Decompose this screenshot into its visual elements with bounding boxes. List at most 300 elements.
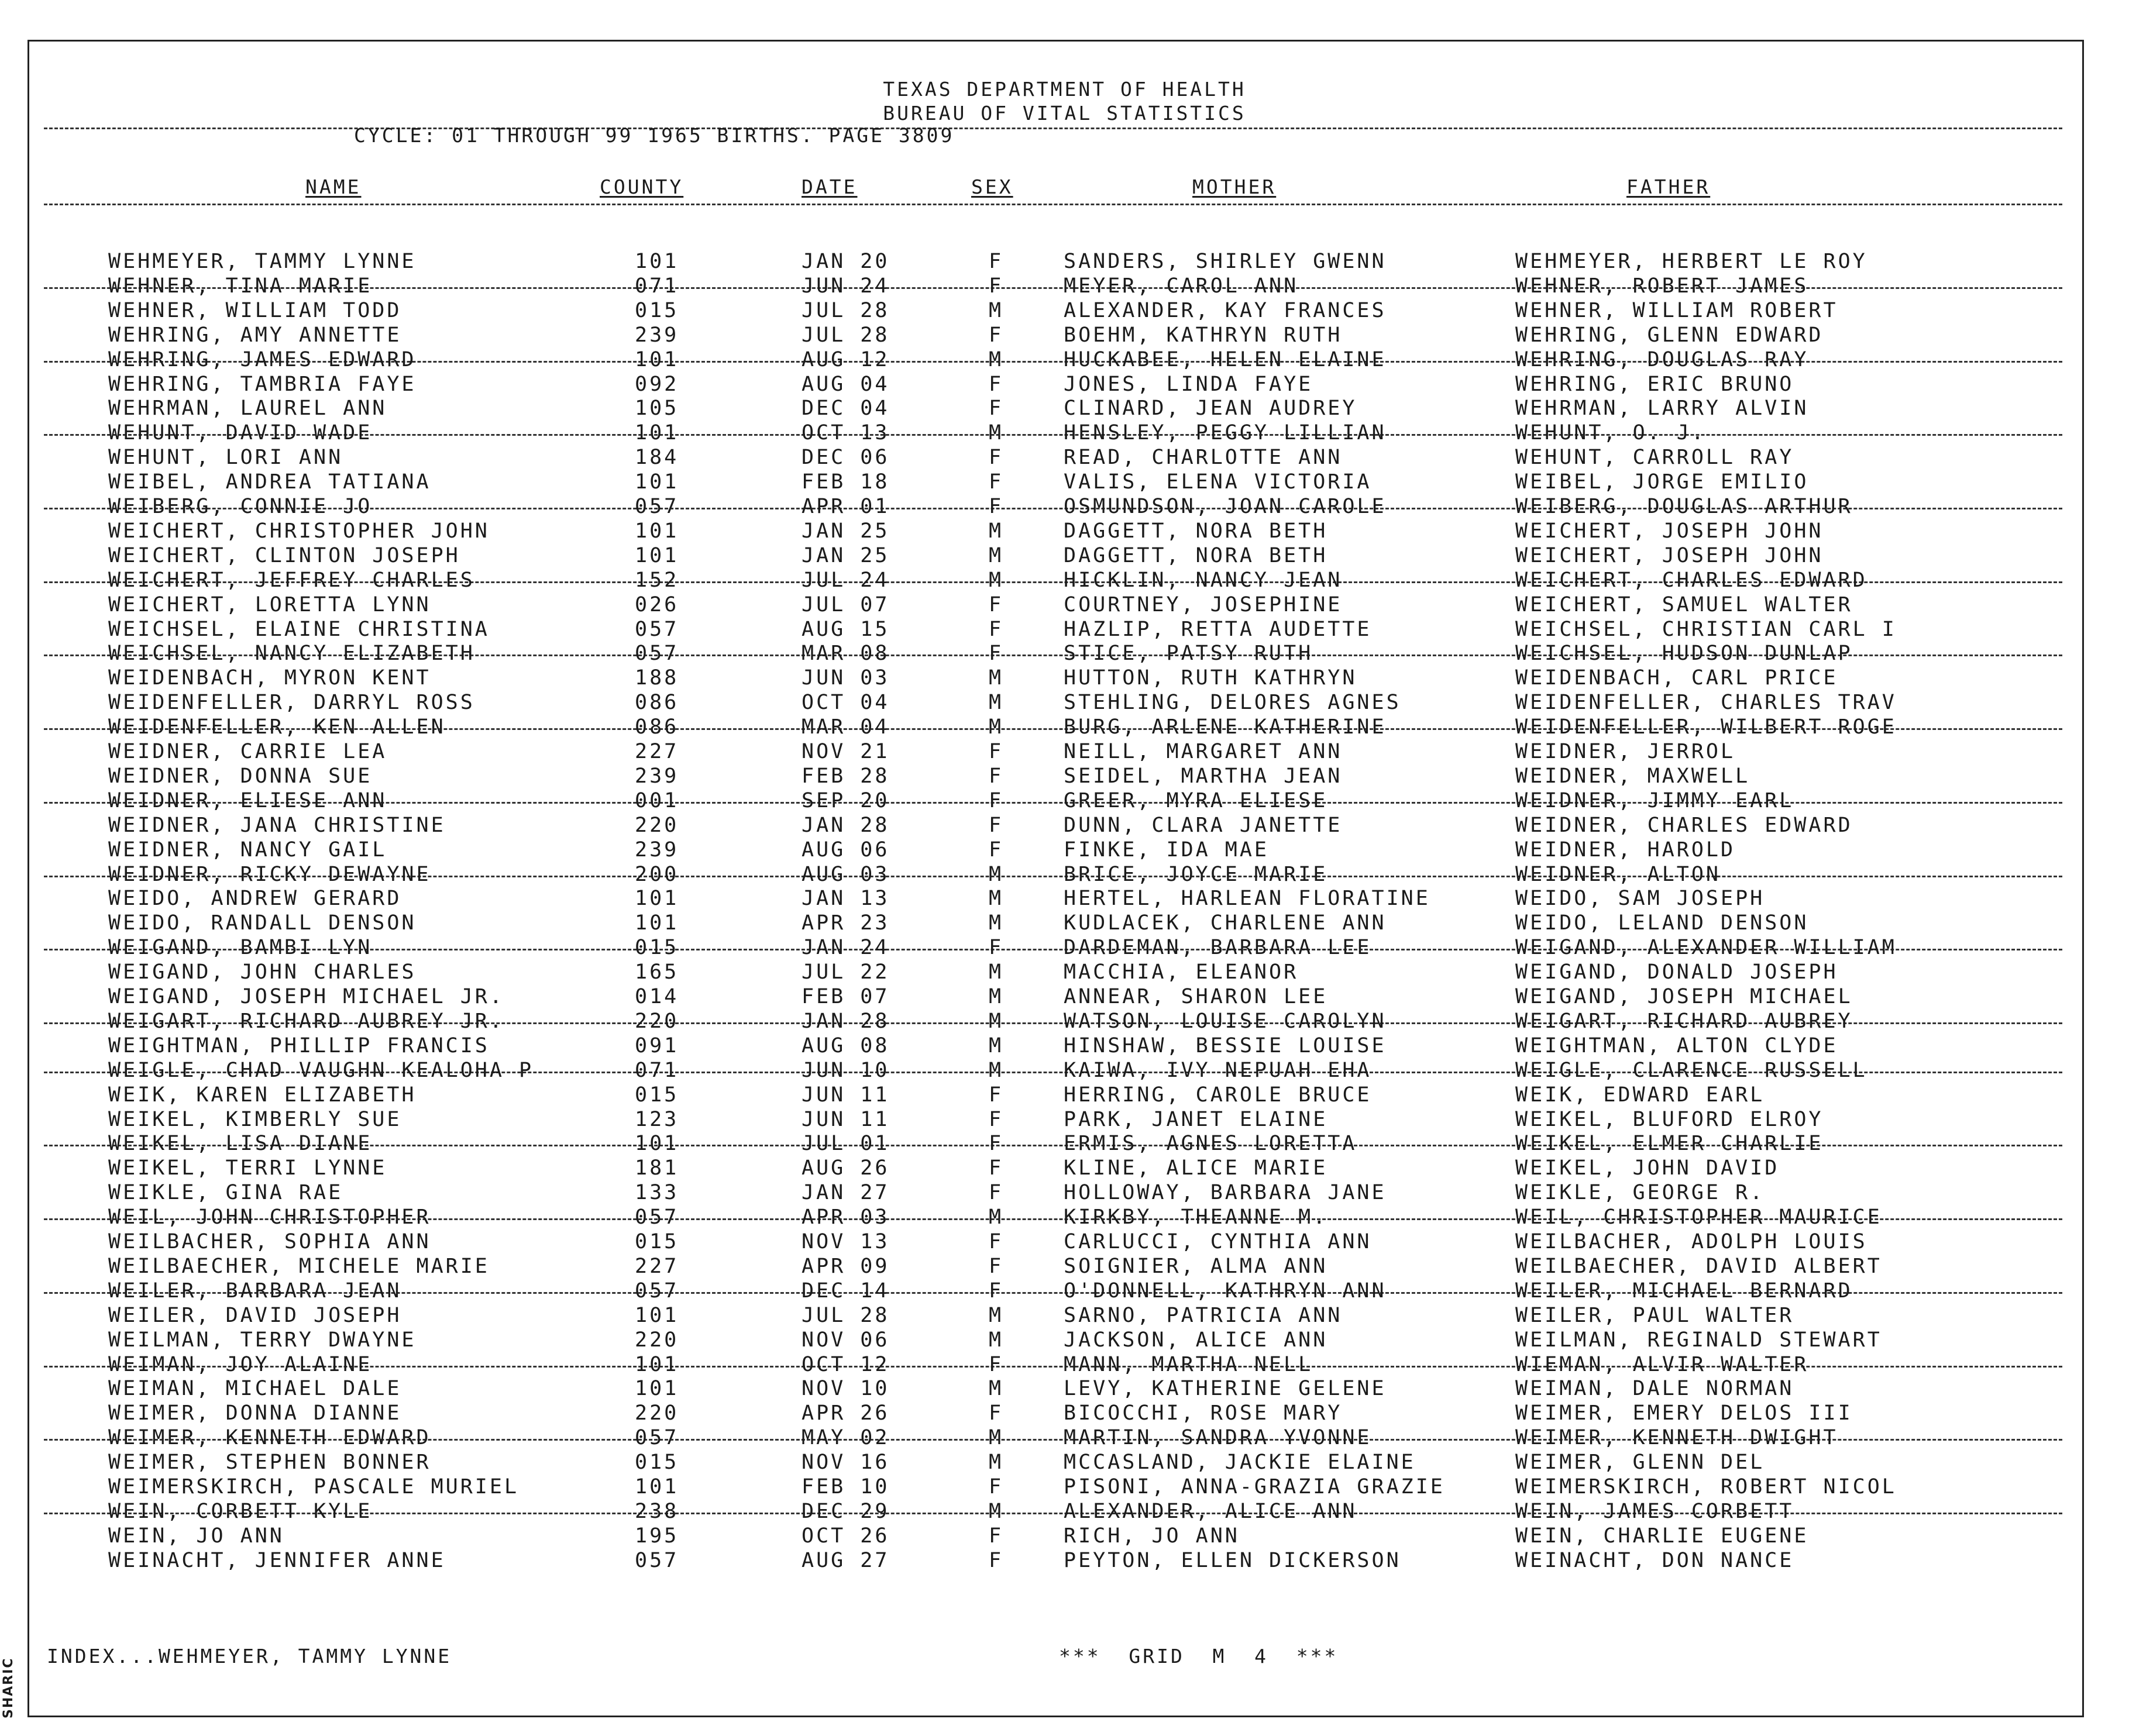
cell-mother: RICH, JO ANN — [1064, 1524, 1240, 1548]
cell-sex: M — [989, 985, 1004, 1008]
cell-date: SEP 20 — [802, 788, 890, 812]
cell-sex: F — [989, 1156, 1004, 1180]
table-row — [0, 666, 2129, 691]
cell-father: WEIDENFELLER, WILBERT ROGE — [1515, 715, 1897, 739]
index-label: INDEX...WEHMEYER, TAMMY LYNNE — [47, 1645, 452, 1668]
cell-mother: HOLLOWAY, BARBARA JANE — [1064, 1181, 1387, 1205]
table-row — [0, 1059, 2129, 1083]
cell-father: WEHUNT, CARROLL RAY — [1515, 446, 1794, 470]
cell-sex: F — [989, 813, 1004, 837]
cell-name: WEIMER, KENNETH EDWARD — [108, 1426, 431, 1450]
cell-county: 188 — [635, 666, 679, 690]
cell-date: JUN 10 — [802, 1058, 890, 1082]
table-row — [0, 1230, 2129, 1255]
cell-county: 123 — [635, 1107, 679, 1131]
cell-county: 220 — [635, 1328, 679, 1352]
cell-father: WIEMAN, ALVIR WALTER — [1515, 1352, 1809, 1376]
column-header-date: DATE — [802, 175, 858, 198]
cell-county: 091 — [635, 1034, 679, 1058]
cell-sex: F — [989, 446, 1004, 470]
table-row — [0, 911, 2129, 936]
table-row — [0, 323, 2129, 348]
cell-father: WEIBEL, JORGE EMILIO — [1515, 470, 1809, 494]
cell-mother: O'DONNELL, KATHRYN ANN — [1064, 1279, 1387, 1303]
cell-date: OCT 12 — [802, 1352, 890, 1376]
table-row — [0, 519, 2129, 544]
cell-name: WEIDO, RANDALL DENSON — [108, 911, 417, 935]
cell-mother: MACCHIA, ELEANOR — [1064, 960, 1299, 984]
cell-name: WEIMAN, JOY ALAINE — [108, 1352, 373, 1376]
cell-mother: ALEXANDER, KAY FRANCES — [1064, 298, 1387, 322]
cell-sex: F — [989, 1475, 1004, 1499]
cell-name: WEIGAND, JOSEPH MICHAEL JR. — [108, 985, 504, 1008]
cell-date: NOV 10 — [802, 1377, 890, 1401]
cell-name: WEICHERT, CHRISTOPHER JOHN — [108, 519, 490, 543]
cell-father: WEIN, CHARLIE EUGENE — [1515, 1524, 1809, 1548]
cell-county: 220 — [635, 1009, 679, 1033]
cell-sex: F — [989, 250, 1004, 273]
table-row — [0, 618, 2129, 642]
cell-father: WEIDNER, JIMMY EARL — [1515, 788, 1794, 812]
cell-sex: F — [989, 470, 1004, 494]
cell-county: 101 — [635, 911, 679, 935]
table-row — [0, 274, 2129, 299]
cell-name: WEIDNER, NANCY GAIL — [108, 838, 387, 862]
cell-name: WEICHERT, JEFFREY CHARLES — [108, 568, 475, 592]
table-row — [0, 1083, 2129, 1108]
cell-name: WEICHSEL, NANCY ELIZABETH — [108, 642, 475, 666]
table-row — [0, 642, 2129, 666]
cell-father: WEIDNER, JERROL — [1515, 740, 1736, 763]
cell-mother: JONES, LINDA FAYE — [1064, 372, 1313, 396]
cell-mother: PEYTON, ELLEN DICKERSON — [1064, 1548, 1401, 1572]
cell-name: WEICHERT, CLINTON JOSEPH — [108, 543, 460, 567]
cell-father: WEIDNER, MAXWELL — [1515, 764, 1750, 788]
cell-county: 239 — [635, 764, 679, 788]
cell-county: 200 — [635, 862, 679, 886]
table-row — [0, 1475, 2129, 1500]
cell-mother: CARLUCCI, CYNTHIA ANN — [1064, 1230, 1372, 1253]
cell-sex: F — [989, 788, 1004, 812]
cell-mother: DAGGETT, NORA BETH — [1064, 519, 1328, 543]
cell-date: AUG 27 — [802, 1548, 890, 1572]
cell-mother: HENSLEY, PEGGY LILLIAN — [1064, 421, 1387, 445]
cell-date: JAN 24 — [802, 936, 890, 960]
cell-sex: M — [989, 347, 1004, 371]
cell-date: AUG 26 — [802, 1156, 890, 1180]
department-title: TEXAS DEPARTMENT OF HEALTH — [883, 78, 1246, 101]
cell-county: 165 — [635, 960, 679, 984]
table-row — [0, 1353, 2129, 1377]
cell-father: WEIMAN, DALE NORMAN — [1515, 1377, 1794, 1401]
cell-county: 101 — [635, 1132, 679, 1156]
cell-sex: F — [989, 1181, 1004, 1205]
cell-county: 071 — [635, 274, 679, 298]
cell-date: JUN 03 — [802, 666, 890, 690]
cell-county: 101 — [635, 470, 679, 494]
cell-mother: BRICE, JOYCE MARIE — [1064, 862, 1328, 886]
cell-sex: M — [989, 568, 1004, 592]
cell-sex: F — [989, 1548, 1004, 1572]
table-row — [0, 421, 2129, 446]
cell-sex: F — [989, 1524, 1004, 1548]
cell-name: WEIKEL, TERRI LYNNE — [108, 1156, 387, 1180]
cell-name: WEICHSEL, ELAINE CHRISTINA — [108, 617, 490, 641]
cell-name: WEHRMAN, LAUREL ANN — [108, 397, 387, 421]
table-row — [0, 1108, 2129, 1132]
cell-father: WEIDNER, CHARLES EDWARD — [1515, 813, 1853, 837]
table-row — [0, 814, 2129, 838]
cell-sex: F — [989, 1279, 1004, 1303]
cell-county: 239 — [635, 838, 679, 862]
cell-county: 057 — [635, 617, 679, 641]
table-row — [0, 789, 2129, 814]
cell-father: WEICHERT, CHARLES EDWARD — [1515, 568, 1867, 592]
cell-father: WEINACHT, DON NANCE — [1515, 1548, 1794, 1572]
cell-sex: F — [989, 323, 1004, 347]
cell-sex: F — [989, 1132, 1004, 1156]
cell-father: WEILER, MICHAEL BERNARD — [1515, 1279, 1853, 1303]
cell-mother: BURG, ARLENE KATHERINE — [1064, 715, 1387, 739]
cell-mother: DAGGETT, NORA BETH — [1064, 543, 1328, 567]
column-header-county: COUNTY — [600, 175, 684, 198]
cell-name: WEILER, DAVID JOSEPH — [108, 1303, 402, 1327]
cell-county: 057 — [635, 1279, 679, 1303]
cell-date: NOV 06 — [802, 1328, 890, 1352]
cell-county: 057 — [635, 1426, 679, 1450]
cell-father: WEIDENFELLER, CHARLES TRAV — [1515, 691, 1897, 715]
cell-sex: M — [989, 911, 1004, 935]
table-row — [0, 1500, 2129, 1524]
table-row — [0, 1451, 2129, 1475]
cell-sex: F — [989, 274, 1004, 298]
cell-date: FEB 07 — [802, 985, 890, 1008]
cell-county: 239 — [635, 323, 679, 347]
cell-name: WEIDNER, ELIESE ANN — [108, 788, 387, 812]
cell-mother: BOEHM, KATHRYN RUTH — [1064, 323, 1343, 347]
grid-label: *** GRID M 4 *** — [1059, 1645, 1339, 1668]
cell-father: WEIGAND, DONALD JOSEPH — [1515, 960, 1838, 984]
cell-county: 184 — [635, 446, 679, 470]
cell-name: WEIGAND, BAMBI LYN — [108, 936, 373, 960]
cell-name: WEIK, KAREN ELIZABETH — [108, 1083, 417, 1107]
table-row — [0, 1377, 2129, 1401]
cell-mother: MARTIN, SANDRA YVONNE — [1064, 1426, 1372, 1450]
table-row — [0, 838, 2129, 863]
cell-mother: NEILL, MARGARET ANN — [1064, 740, 1343, 763]
cell-date: MAY 02 — [802, 1426, 890, 1450]
cell-name: WEHMEYER, TAMMY LYNNE — [108, 250, 417, 273]
cell-sex: M — [989, 1377, 1004, 1401]
cell-name: WEIBERG, CONNIE JO — [108, 495, 373, 518]
cell-name: WEIDENFELLER, DARRYL ROSS — [108, 691, 475, 715]
cell-date: OCT 13 — [802, 421, 890, 445]
cell-sex: F — [989, 838, 1004, 862]
cell-county: 238 — [635, 1499, 679, 1523]
cell-county: 015 — [635, 1451, 679, 1475]
cell-date: JUN 11 — [802, 1107, 890, 1131]
table-row — [0, 1010, 2129, 1034]
cell-date: DEC 06 — [802, 446, 890, 470]
cell-name: WEIGLE, CHAD VAUGHN KEALOHA P — [108, 1058, 534, 1082]
cell-date: JAN 25 — [802, 543, 890, 567]
cell-mother: COURTNEY, JOSEPHINE — [1064, 593, 1343, 616]
cell-date: FEB 18 — [802, 470, 890, 494]
cell-county: 092 — [635, 372, 679, 396]
cell-name: WEINACHT, JENNIFER ANNE — [108, 1548, 446, 1572]
cell-name: WEILMAN, TERRY DWAYNE — [108, 1328, 417, 1352]
cell-name: WEHRING, TAMBRIA FAYE — [108, 372, 417, 396]
cell-father: WEHRING, ERIC BRUNO — [1515, 372, 1794, 396]
cell-sex: F — [989, 1401, 1004, 1425]
cell-name: WEIMAN, MICHAEL DALE — [108, 1377, 402, 1401]
table-row — [0, 544, 2129, 569]
cell-name: WEIKEL, LISA DIANE — [108, 1132, 373, 1156]
table-row — [0, 470, 2129, 495]
cell-mother: CLINARD, JEAN AUDREY — [1064, 397, 1357, 421]
cell-county: 057 — [635, 1548, 679, 1572]
cell-date: JUL 28 — [802, 298, 890, 322]
cell-mother: WATSON, LOUISE CAROLYN — [1064, 1009, 1387, 1033]
cell-father: WEHUNT, O. J. — [1515, 421, 1706, 445]
cell-date: JUN 11 — [802, 1083, 890, 1107]
cell-father: WEIMER, EMERY DELOS III — [1515, 1401, 1853, 1425]
cell-father: WEIDNER, HAROLD — [1515, 838, 1736, 862]
cell-county: 071 — [635, 1058, 679, 1082]
cell-father: WEIGAND, JOSEPH MICHAEL — [1515, 985, 1853, 1008]
cell-father: WEIDO, SAM JOSEPH — [1515, 887, 1765, 911]
cell-name: WEHRING, AMY ANNETTE — [108, 323, 402, 347]
cell-father: WEIK, EDWARD EARL — [1515, 1083, 1765, 1107]
cell-county: 227 — [635, 1254, 679, 1278]
cell-name: WEIL, JOHN CHRISTOPHER — [108, 1205, 431, 1229]
cell-sex: F — [989, 372, 1004, 396]
cell-father: WEHRING, DOUGLAS RAY — [1515, 347, 1809, 371]
cell-sex: M — [989, 1328, 1004, 1352]
table-row — [0, 691, 2129, 715]
cell-father: WEIDENBACH, CARL PRICE — [1515, 666, 1838, 690]
cell-name: WEIDNER, CARRIE LEA — [108, 740, 387, 763]
bureau-title: BUREAU OF VITAL STATISTICS — [883, 102, 1246, 125]
cell-county: 101 — [635, 347, 679, 371]
cell-date: APR 23 — [802, 911, 890, 935]
table-row — [0, 593, 2129, 618]
cell-date: AUG 15 — [802, 617, 890, 641]
header-divider — [44, 128, 2062, 129]
cell-county: 015 — [635, 1230, 679, 1253]
cell-father: WEHNER, WILLIAM ROBERT — [1515, 298, 1838, 322]
cell-name: WEIGAND, JOHN CHARLES — [108, 960, 417, 984]
cell-mother: HERTEL, HARLEAN FLORATINE — [1064, 887, 1430, 911]
cell-father: WEHMEYER, HERBERT LE ROY — [1515, 250, 1867, 273]
cell-county: 026 — [635, 593, 679, 616]
cell-father: WEIL, CHRISTOPHER MAURICE — [1515, 1205, 1882, 1229]
cell-name: WEIMER, DONNA DIANNE — [108, 1401, 402, 1425]
cell-father: WEIGART, RICHARD AUBREY — [1515, 1009, 1853, 1033]
cell-mother: ERMIS, AGNES LORETTA — [1064, 1132, 1357, 1156]
cell-mother: ANNEAR, SHARON LEE — [1064, 985, 1328, 1008]
cell-name: WEIDENFELLER, KEN ALLEN — [108, 715, 446, 739]
cell-sex: F — [989, 936, 1004, 960]
table-row — [0, 1304, 2129, 1328]
cell-date: NOV 21 — [802, 740, 890, 763]
cell-mother: MCCASLAND, JACKIE ELAINE — [1064, 1451, 1416, 1475]
cell-sex: M — [989, 298, 1004, 322]
cell-county: 057 — [635, 495, 679, 518]
cell-date: JUL 28 — [802, 1303, 890, 1327]
cell-mother: PARK, JANET ELAINE — [1064, 1107, 1328, 1131]
cell-sex: F — [989, 495, 1004, 518]
cell-father: WEIDO, LELAND DENSON — [1515, 911, 1809, 935]
cell-name: WEICHERT, LORETTA LYNN — [108, 593, 431, 616]
cell-name: WEHRING, JAMES EDWARD — [108, 347, 417, 371]
cell-date: AUG 08 — [802, 1034, 890, 1058]
cell-mother: HAZLIP, RETTA AUDETTE — [1064, 617, 1372, 641]
cell-county: 015 — [635, 1083, 679, 1107]
side-code: SHARIC — [1, 1657, 16, 1718]
cell-mother: STEHLING, DELORES AGNES — [1064, 691, 1401, 715]
cell-father: WEIMERSKIRCH, ROBERT NICOL — [1515, 1475, 1897, 1499]
table-row — [0, 1328, 2129, 1353]
cell-father: WEILMAN, REGINALD STEWART — [1515, 1328, 1882, 1352]
cell-county: 152 — [635, 568, 679, 592]
cell-sex: M — [989, 960, 1004, 984]
cell-father: WEICHERT, SAMUEL WALTER — [1515, 593, 1853, 616]
cell-date: AUG 04 — [802, 372, 890, 396]
column-header-divider — [44, 204, 2062, 205]
cell-name: WEIN, CORBETT KYLE — [108, 1499, 373, 1523]
cell-county: 227 — [635, 740, 679, 763]
cell-name: WEIKEL, KIMBERLY SUE — [108, 1107, 402, 1131]
cell-mother: GREER, MYRA ELIESE — [1064, 788, 1328, 812]
cell-date: AUG 12 — [802, 347, 890, 371]
cell-county: 101 — [635, 519, 679, 543]
cell-date: MAR 04 — [802, 715, 890, 739]
cell-father: WEIKLE, GEORGE R. — [1515, 1181, 1765, 1205]
cell-mother: PISONI, ANNA-GRAZIA GRAZIE — [1064, 1475, 1445, 1499]
cell-date: DEC 29 — [802, 1499, 890, 1523]
cell-county: 105 — [635, 397, 679, 421]
cell-father: WEIBERG, DOUGLAS ARTHUR — [1515, 495, 1853, 518]
cell-sex: M — [989, 421, 1004, 445]
cell-sex: M — [989, 862, 1004, 886]
cell-name: WEIN, JO ANN — [108, 1524, 284, 1548]
cell-date: JAN 27 — [802, 1181, 890, 1205]
cell-father: WEIKEL, JOHN DAVID — [1515, 1156, 1780, 1180]
cell-date: OCT 04 — [802, 691, 890, 715]
cell-sex: M — [989, 1499, 1004, 1523]
table-row — [0, 1524, 2129, 1549]
table-row — [0, 960, 2129, 985]
cell-mother: STICE, PATSY RUTH — [1064, 642, 1313, 666]
cell-mother: VALIS, ELENA VICTORIA — [1064, 470, 1372, 494]
cell-mother: HUTTON, RUTH KATHRYN — [1064, 666, 1357, 690]
cell-date: DEC 04 — [802, 397, 890, 421]
cell-mother: SARNO, PATRICIA ANN — [1064, 1303, 1343, 1327]
cell-county: 101 — [635, 421, 679, 445]
cell-sex: M — [989, 666, 1004, 690]
cell-county: 101 — [635, 1475, 679, 1499]
cell-date: NOV 13 — [802, 1230, 890, 1253]
cell-sex: F — [989, 1254, 1004, 1278]
cell-date: FEB 28 — [802, 764, 890, 788]
cell-name: WEIDNER, RICKY DEWAYNE — [108, 862, 431, 886]
cell-name: WEIDO, ANDREW GERARD — [108, 887, 402, 911]
cell-county: 057 — [635, 642, 679, 666]
table-row — [0, 936, 2129, 960]
cell-father: WEILER, PAUL WALTER — [1515, 1303, 1794, 1327]
cell-mother: SANDERS, SHIRLEY GWENN — [1064, 250, 1387, 273]
cell-sex: M — [989, 1058, 1004, 1082]
cell-sex: M — [989, 519, 1004, 543]
cell-sex: M — [989, 715, 1004, 739]
cell-father: WEIGLE, CLARENCE RUSSELL — [1515, 1058, 1867, 1082]
cell-name: WEIGART, RICHARD AUBREY JR. — [108, 1009, 504, 1033]
column-header-sex: SEX — [971, 175, 1013, 198]
cell-mother: ALEXANDER, ALICE ANN — [1064, 1499, 1357, 1523]
cell-name: WEIBEL, ANDREA TATIANA — [108, 470, 431, 494]
cell-sex: F — [989, 1107, 1004, 1131]
table-row — [0, 495, 2129, 519]
cell-mother: MEYER, CAROL ANN — [1064, 274, 1299, 298]
table-row — [0, 299, 2129, 323]
cell-mother: DARDEMAN, BARBARA LEE — [1064, 936, 1372, 960]
table-row — [0, 764, 2129, 789]
cell-date: JUL 07 — [802, 593, 890, 616]
cell-father: WEIGHTMAN, ALTON CLYDE — [1515, 1034, 1838, 1058]
cell-county: 001 — [635, 788, 679, 812]
cell-date: JAN 25 — [802, 519, 890, 543]
cell-mother: LEVY, KATHERINE GELENE — [1064, 1377, 1387, 1401]
cell-date: APR 01 — [802, 495, 890, 518]
cell-name: WEIKLE, GINA RAE — [108, 1181, 343, 1205]
cell-mother: HICKLIN, NANCY JEAN — [1064, 568, 1343, 592]
cell-sex: M — [989, 543, 1004, 567]
table-row — [0, 348, 2129, 373]
cell-date: AUG 06 — [802, 838, 890, 862]
cell-mother: BICOCCHI, ROSE MARY — [1064, 1401, 1343, 1425]
cell-county: 015 — [635, 936, 679, 960]
table-row — [0, 1181, 2129, 1205]
table-row — [0, 1156, 2129, 1181]
cell-sex: F — [989, 740, 1004, 763]
cell-date: JAN 20 — [802, 250, 890, 273]
table-row — [0, 985, 2129, 1010]
cell-name: WEILBAECHER, MICHELE MARIE — [108, 1254, 490, 1278]
cell-father: WEHNER, ROBERT JAMES — [1515, 274, 1809, 298]
cell-date: AUG 03 — [802, 862, 890, 886]
cell-date: JAN 13 — [802, 887, 890, 911]
cell-sex: M — [989, 887, 1004, 911]
cell-mother: HUCKABEE, HELEN ELAINE — [1064, 347, 1387, 371]
cell-father: WEIKEL, ELMER CHARLIE — [1515, 1132, 1824, 1156]
cell-father: WEICHERT, JOSEPH JOHN — [1515, 543, 1824, 567]
cell-father: WEILBAECHER, DAVID ALBERT — [1515, 1254, 1882, 1278]
cell-county: 101 — [635, 250, 679, 273]
cell-county: 181 — [635, 1156, 679, 1180]
cell-mother: READ, CHARLOTTE ANN — [1064, 446, 1343, 470]
cell-date: JAN 28 — [802, 813, 890, 837]
cell-county: 101 — [635, 1352, 679, 1376]
cell-father: WEIGAND, ALEXANDER WILLIAM — [1515, 936, 1897, 960]
table-row — [0, 1401, 2129, 1426]
table-row — [0, 1205, 2129, 1230]
cell-father: WEIDNER, ALTON — [1515, 862, 1721, 886]
cell-county: 220 — [635, 813, 679, 837]
cell-date: NOV 16 — [802, 1451, 890, 1475]
cell-mother: MANN, MARTHA NELL — [1064, 1352, 1313, 1376]
table-row — [0, 1279, 2129, 1304]
